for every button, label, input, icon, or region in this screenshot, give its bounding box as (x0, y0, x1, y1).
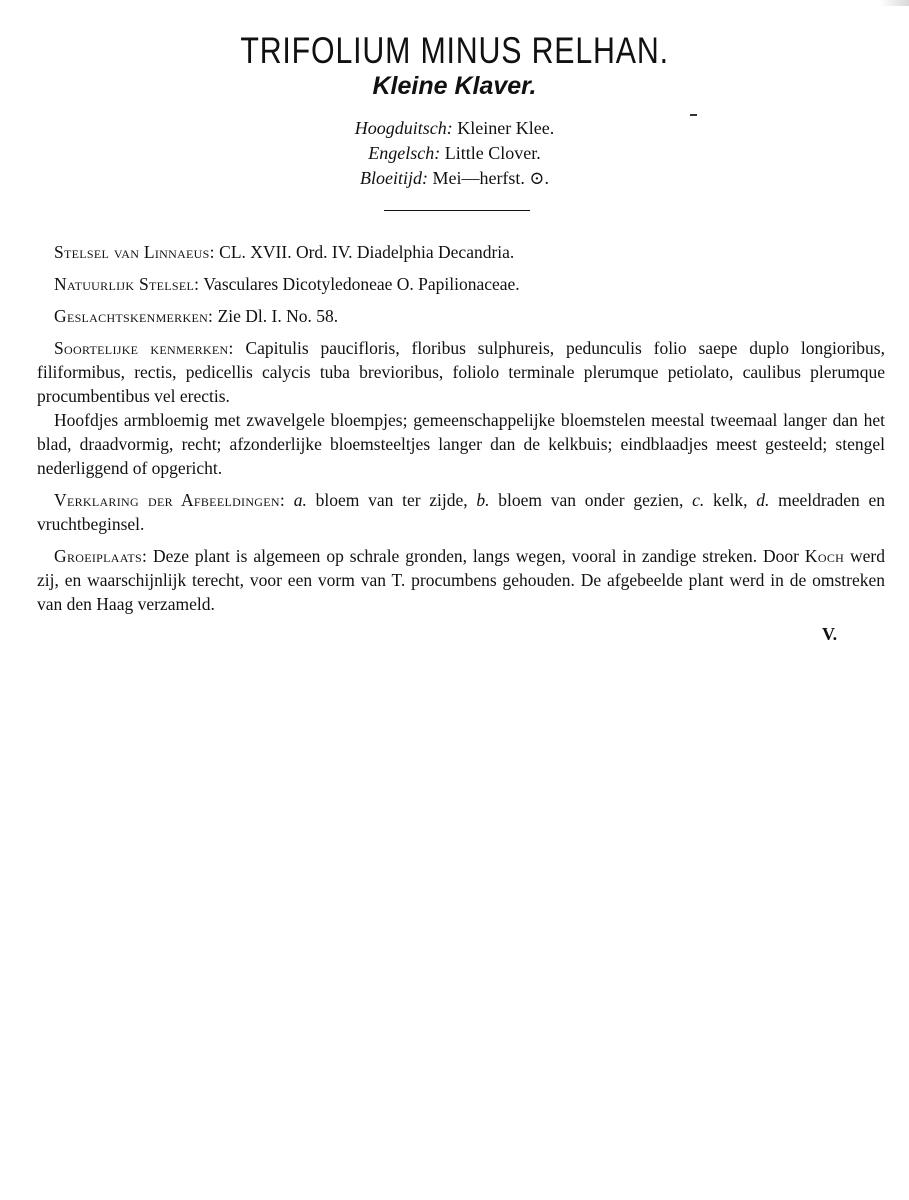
author-signature: V. (822, 624, 838, 644)
figure-text: kelk, (704, 490, 757, 510)
common-name-german (0, 116, 909, 141)
flowering-time (0, 166, 909, 191)
page-title: TRIFOLIUM MINUS RELHAN. (240, 30, 669, 71)
common-name-label: Hoogduitsch: (354, 118, 453, 138)
common-names-block (0, 116, 909, 191)
section-label: Verklaring der Afbeeldingen: (54, 490, 286, 510)
common-name-value: Little Clover. (440, 143, 541, 163)
common-name-label: Bloeitijd: (359, 168, 428, 188)
section-text: Deze plant is algemeen op schrale gronden, langs wegen, vooral in zandige streken. Door (147, 546, 805, 566)
common-name-label: Engelsch: (368, 143, 441, 163)
section-label: Natuurlijk Stelsel: (54, 274, 200, 294)
description-body (37, 240, 885, 624)
section-text: Zie Dl. I. No. 58. (213, 306, 339, 326)
common-name-english (0, 141, 909, 166)
section-text: Vasculares Dicotyledoneae O. Papilionaceae. (199, 274, 520, 294)
common-name-value: Kleiner Klee. (452, 118, 555, 138)
figure-text: bloem van ter zijde, (306, 490, 477, 510)
figure-text: meeldraden en vruchtbeginsel. (37, 490, 885, 534)
species-characters-paragraph (37, 336, 885, 408)
figure-legend-paragraph (37, 488, 885, 536)
natural-system-paragraph (37, 272, 885, 296)
linnaeus-system-paragraph (37, 240, 885, 264)
section-label: Stelsel van Linnaeus: (54, 242, 215, 262)
section-label: Soortelijke kenmerken: (54, 338, 234, 358)
species-characters-dutch-paragraph (37, 408, 885, 480)
section-text: Capitulis paucifloris, floribus sulphureis, pedunculis folio saepe duplo longioribus, filiformibus, rectis, pedicellis calycis tuba brevioribus, foliolo terminale plerumque petiolato, caulibus plerumque procumbentibus vel erectis. (37, 338, 885, 406)
figure-letter: a. (293, 490, 307, 510)
section-text: CL. XVII. Ord. IV. Diadelphia Decandria. (214, 242, 515, 262)
section-label: Groeiplaats: (54, 546, 148, 566)
habitat-paragraph (37, 544, 885, 616)
section-label: Geslachtskenmerken: (54, 306, 214, 326)
figure-letter: b. (476, 490, 490, 510)
figure-letter: c. (692, 490, 705, 510)
genus-characters-paragraph (37, 304, 885, 328)
author-name: Koch (804, 546, 845, 566)
figure-text: bloem van onder gezien, (489, 490, 693, 510)
divider-rule (384, 210, 530, 211)
page-subtitle: Kleine Klaver. (372, 72, 537, 100)
section-text: Hoofdjes armbloemig met zwavelgele bloempjes; gemeenschappelijke bloemstelen meestal tweemaal langer dan het blad, draadvormig, recht; afzonderlijke bloemsteeltjes langer dan de kelkbuis; eindblaadjes meest gesteeld; stengel nederliggend of opgericht. (37, 410, 885, 478)
figure-letter: d. (756, 490, 770, 510)
scan-edge-shadow (880, 0, 909, 6)
common-name-value: Mei—herfst. ⊙. (427, 168, 550, 188)
section-text: werd zij, en waarschijnlijk terecht, voor een vorm van T. procumbens gehouden. De afgebeelde plant werd in de omstreken van den Haag verzameld. (37, 546, 886, 614)
